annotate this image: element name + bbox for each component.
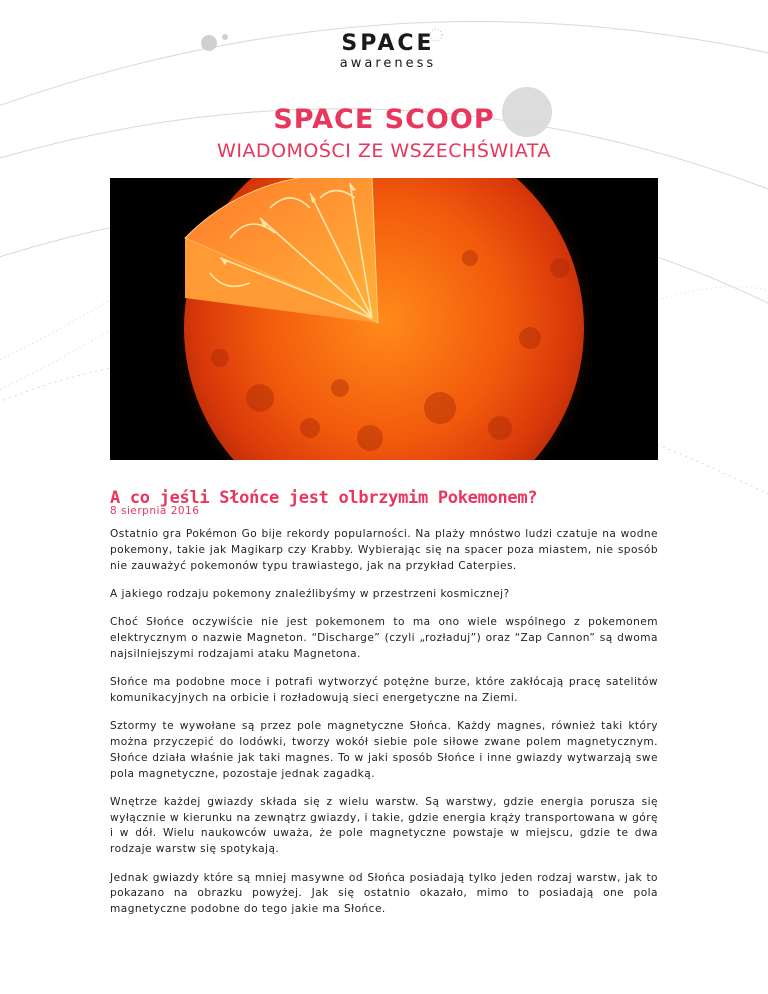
article-date: 8 sierpnia 2016 (110, 505, 200, 517)
logo-line-2: awareness (339, 56, 437, 71)
article-paragraph: A jakiego rodzaju pokemony znaleźlibyśmy w przestrzeni kosmicznej? (110, 587, 510, 600)
article-paragraph: Ostatnio gra Pokémon Go bije rekordy popularności. Na plaży mnóstwo ludzi czatuje na wodne pokemony, takie jak Magikarp czy Krabby. Wybierając się na spacer poza miastem, nie sposób nie zauważyć pokemonów typu trawiastego, jak na przykład Caterpies. (110, 528, 658, 572)
article-paragraph: Słońce ma podobne moce i potrafi wytworzyć potężne burze, które zakłócają pracę satelitów komunikacyjnych na orbicie i rozładowują sieci energetyczne na Ziemi. (110, 676, 658, 704)
space-awareness-logo (328, 32, 448, 77)
article-paragraph: Choć Słońce oczywiście nie jest pokemonem to ma ono wiele wspólnego z pokemonem elektrycznym o nazwie Magneton. “Discharge” (czyli „rozładuj”) oraz “Zap Cannon” są dwoma najsilniejszymi rodzajami ataku Magnetona. (110, 616, 658, 660)
article-headline: A co jeśli Słońce jest olbrzymim Pokemonem? (110, 488, 538, 508)
page-title: SPACE SCOOP (273, 104, 495, 135)
logo-line-1: SPACE (341, 31, 435, 56)
article-body (110, 527, 658, 930)
planet-decoration (201, 35, 217, 51)
article-paragraph: Sztormy te wywołane są przez pole magnetyczne Słońca. Każdy magnes, również taki który można przyczepić do lodówki, tworzy wokół siebie pole siłowe zwane polem magnetycznym. Słońce działa właśnie jak taki magnes. To w jaki sposób Słońce i inne gwiazdy wytwarzają swe pola magnetyczne, pozostaje jednak zagadką. (110, 720, 658, 780)
page-subtitle: WIADOMOŚCI ZE WSZECHŚWIATA (217, 140, 551, 162)
sun-cutaway-illustration (110, 178, 658, 460)
article-paragraph: Wnętrze każdej gwiazdy składa się z wielu warstw. Są warstwy, gdzie energia porusza się wyłącznie w kierunku na zewnątrz gwiazdy, i takie, gdzie energia krąży transportowana w górę i w dół. Wielu naukowców uważa, że pole magnetyczne powstaje w miejscu, gdzie te dwa rodzaje warstw się spotykają. (110, 795, 658, 856)
article-paragraph: Jednak gwiazdy które są mniej masywne od Słońca posiadają tylko jeden rodzaj warstw, jak to pokazano na obrazku powyżej. Jak się ostatnio okazało, mimo to posiadają one pola magnetyczne podobne do tego jakie ma Słońce. (110, 871, 658, 916)
